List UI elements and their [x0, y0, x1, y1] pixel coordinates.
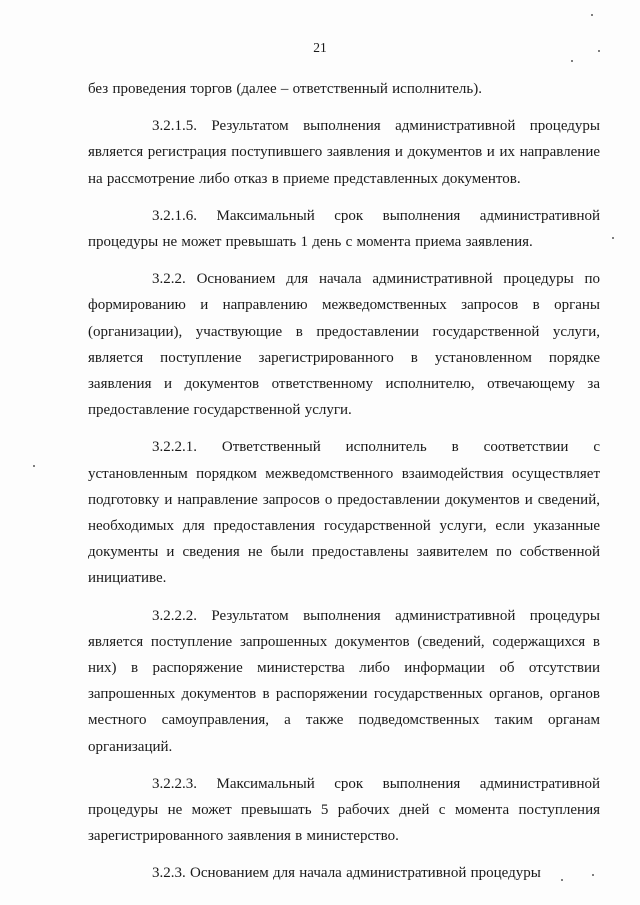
paragraph-continuation: без проведения торгов (далее – ответственный исполнитель). [88, 81, 482, 97]
document-body [88, 76, 600, 898]
paragraph-3-2-1-5: 3.2.1.5. Результатом выполнения административной процедуры является регистрация поступившего заявления и документов и их направление на рассмотрение либо отказ в приеме представленных документов. [88, 118, 600, 187]
paragraph-3-2-3: 3.2.3. Основанием для начала административной процедуры [152, 865, 541, 882]
paragraph-3-2-2-3: 3.2.2.3. Максимальный срок выполнения административной процедуры не может превышать 5 рабочих дней с момента поступления зарегистрированного заявления в министерство. [88, 775, 600, 845]
scan-speck [598, 50, 600, 52]
scan-speck [561, 879, 563, 881]
paragraph-3-2-1-6: 3.2.1.6. Максимальный срок выполнения административной процедуры не может превышать 1 день с момента приема заявления. [88, 207, 600, 251]
scan-speck [592, 874, 594, 876]
paragraph-3-2-2-2: 3.2.2.2. Результатом выполнения административной процедуры является поступление запрошенных документов (сведений, содержащихся в них) в распоряжение министерства либо информации об отсутствии запрошенных документов в распоряжении государственных органов, органов местного самоуправления, а также подведомственных таким органам организаций. [88, 607, 600, 755]
paragraph-3-2-2-1: 3.2.2.1. Ответственный исполнитель в соответствии с установленным порядком межведомственного взаимодействия осуществляет подготовку и направление запросов о предоставлении документов и сведений, необходимых для предоставления государственной услуги, если указанные документы и сведения не были предоставлены заявителем по собственной инициативе. [88, 439, 600, 587]
page-number: 21 [313, 40, 327, 55]
paragraph-3-2-2: 3.2.2. Основанием для начала административной процедуры по формированию и направлению межведомственных запросов в органы (организации), участвующие в предоставлении государственной услуги, является поступление зарегистрированного в установленном порядке заявления и документов ответственному исполнителю, отвечающему за предоставление государственной услуги. [88, 271, 600, 419]
scan-speck [33, 465, 35, 467]
scan-speck [591, 14, 593, 16]
scan-speck [571, 60, 573, 62]
scan-speck [612, 237, 614, 239]
